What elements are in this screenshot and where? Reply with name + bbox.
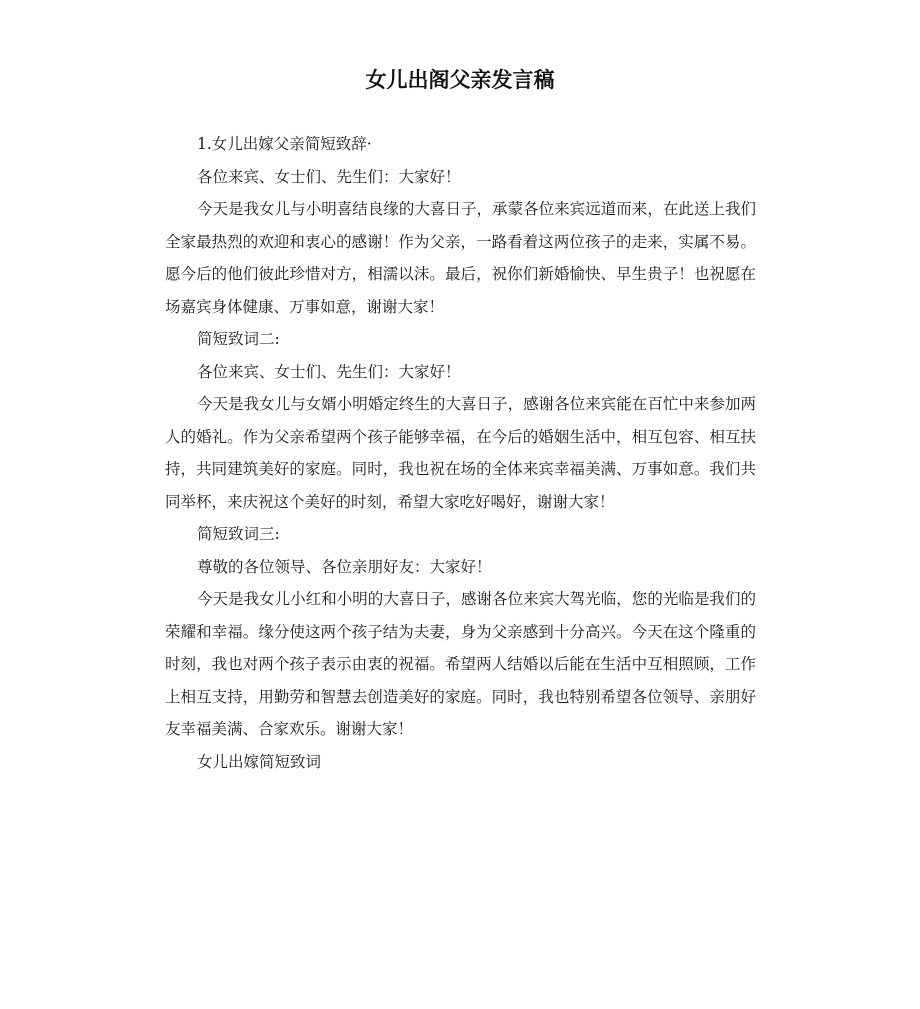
greeting-3: 尊敬的各位领导、各位亲朋好友：大家好！: [197, 557, 492, 576]
document-body: [165, 128, 756, 778]
heading-line-1: 1.女儿出嫁父亲简短致辞·: [197, 135, 372, 153]
document-title: 女儿出阁父亲发言稿: [365, 68, 555, 92]
closing-heading: 女儿出嫁简短致词: [197, 752, 322, 771]
greeting-2: 各位来宾、女士们、先生们：大家好！: [197, 362, 461, 381]
speech-paragraph-1: 今天是我女儿与小明喜结良缘的大喜日子，承蒙各位来宾远道而来，在此送上我们全家最热烈的欢迎和衷心的感谢！作为父亲，一路看着这两位孩子的走来，实属不易。愿今后的他们彼此珍惜对方，相濡以沫。最后，祝你们新婚愉快、早生贵子！也祝愿在场嘉宾身体健康、万事如意，谢谢大家！: [165, 200, 756, 316]
speech-paragraph-2: 今天是我女儿与女婿小明婚定终生的大喜日子，感谢各位来宾能在百忙中来参加两人的婚礼。作为父亲希望两个孩子能够幸福，在今后的婚姻生活中，相互包容、相互扶持，共同建筑美好的家庭。同时，我也祝在场的全体来宾幸福美满、万事如意。我们共同举杯，来庆祝这个美好的时刻，希望大家吃好喝好，谢谢大家！: [165, 395, 756, 511]
speech-paragraph-3: 今天是我女儿小红和小明的大喜日子，感谢各位来宾大驾光临，您的光临是我们的荣耀和幸福。缘分使这两个孩子结为夫妻，身为父亲感到十分高兴。今天在这个隆重的时刻，我也对两个孩子表示由衷的祝福。希望两人结婚以后能在生活中互相照顾，工作上相互支持，用勤劳和智慧去创造美好的家庭。同时，我也特别希望各位领导、亲朋好友幸福美满、合家欢乐。谢谢大家！: [165, 590, 756, 738]
section-heading-2: 简短致词二:: [197, 330, 280, 348]
section-heading-3: 简短致词三:: [197, 525, 280, 543]
greeting-1: 各位来宾、女士们、先生们：大家好！: [197, 167, 461, 186]
